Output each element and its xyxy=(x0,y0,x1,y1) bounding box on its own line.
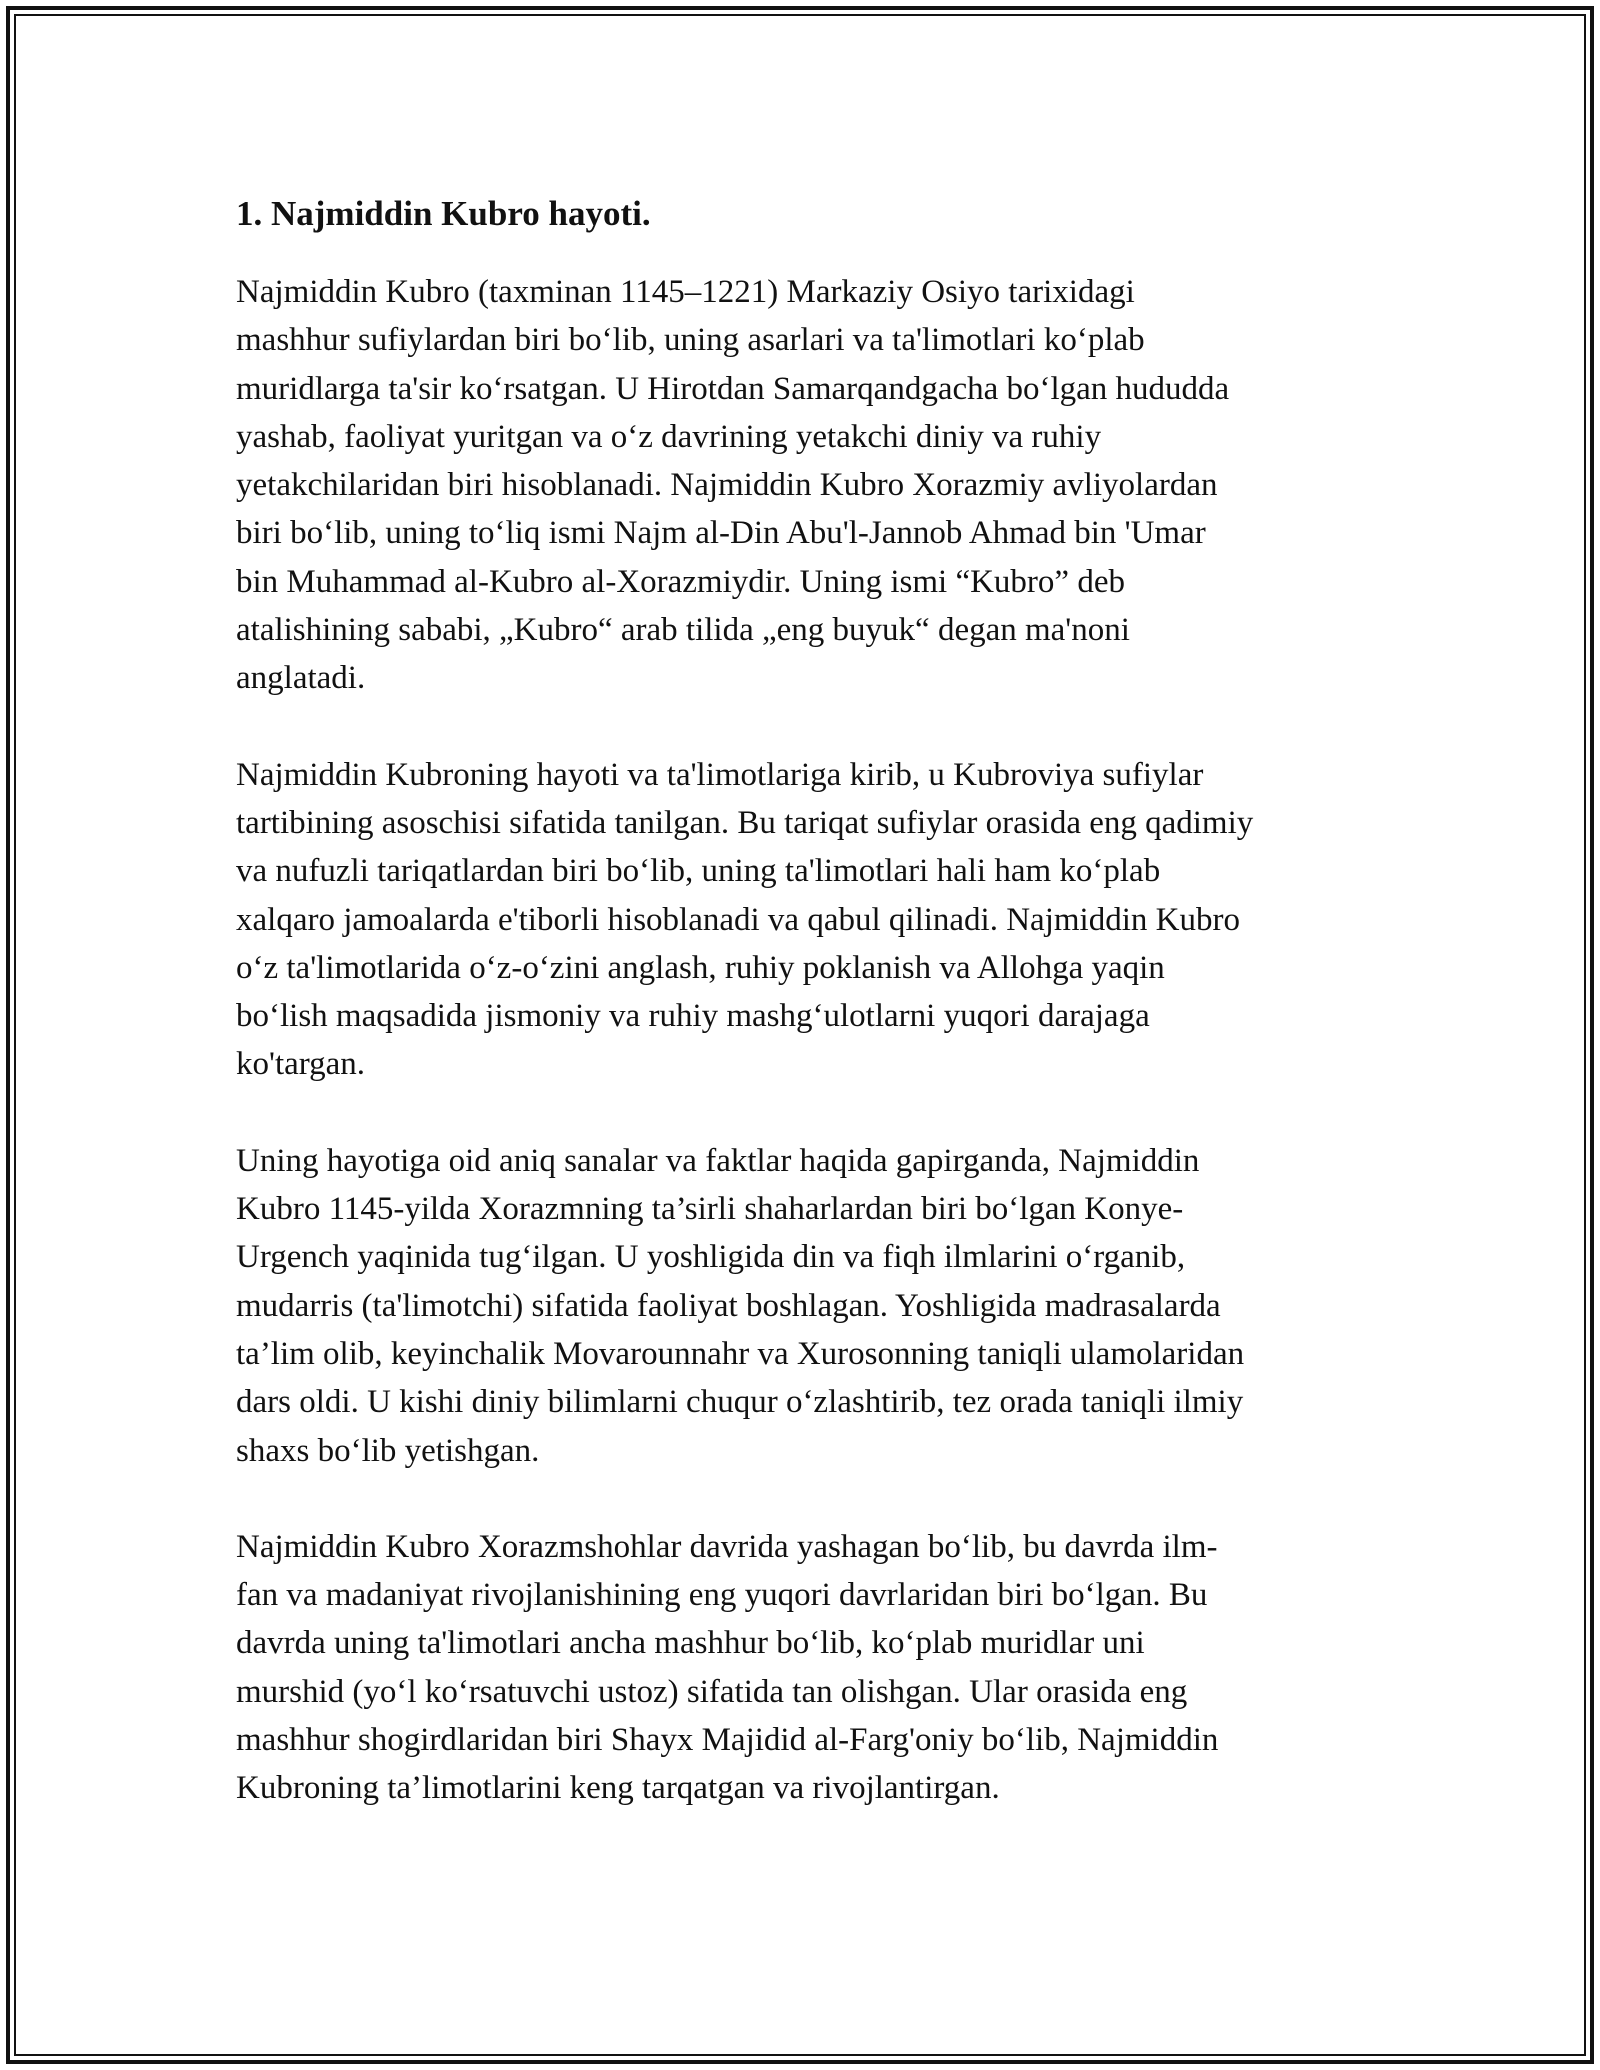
paragraph-3: Uning hayotiga oid aniq sanalar va faktlar haqida gapirganda, Najmiddin Kubro 1145-yilda Xorazmning ta’sirli shaharlardan biri boʻlgan Konye- Urgench yaqinida tugʻilgan. U yoshligida din va fiqh ilmlarini oʻrganib, mudarris (ta'limotchi) sifatida faoliyat boshlagan. Yoshligida madrasalarda ta’lim olib, keyinchalik Movarounnahr va Xurosonning taniqli ulamolaridan dars oldi. U kishi diniy bilimlarni chuqur oʻzlashtirib, tez orada taniqli ilmiy shaxs boʻlib yetishgan. xyxy=(236,1142,1245,1469)
paragraph-2: Najmiddin Kubroning hayoti va ta'limotlariga kirib, u Kubroviya sufiylar tartibining asoschisi sifatida tanilgan. Bu tariqat sufiylar orasida eng qadimiy va nufuzli tariqatlardan biri boʻlib, uning ta'limotlari hali ham koʻplab xalqaro jamoalarda e'tiborli hisoblanadi va qabul qilinadi. Najmiddin Kubro oʻz ta'limotlarida oʻz-oʻzini anglash, ruhiy poklanish va Allohga yaqin boʻlish maqsadida jismoniy va ruhiy mashgʻulotlarni yuqori darajaga ko'targan. xyxy=(236,756,1254,1083)
paragraph-4: Najmiddin Kubro Xorazmshohlar davrida yashagan boʻlib, bu davrda ilm- fan va madaniyat rivojlanishining eng yuqori davrlaridan biri boʻlgan. Bu davrda uning ta'limotlari ancha mashhur boʻlib, koʻplab muridlar uni murshid (yoʻl koʻrsatuvchi ustoz) sifatida tan olishgan. Ular orasida eng mashhur shogirdlaridan biri Shayx Majidid al-Farg'oniy boʻlib, Najmiddin Kubroning ta’limotlarini keng tarqatgan va rivojlantirgan. xyxy=(236,1528,1219,1807)
paragraph-1: Najmiddin Kubro (taxminan 1145–1221) Markaziy Osiyo tarixidagi mashhur sufiylardan biri boʻlib, uning asarlari va ta'limotlari koʻplab muridlarga ta'sir koʻrsatgan. U Hirotdan Samarqandgacha boʻlgan hududda yashab, faoliyat yuritgan va oʻz davrining yetakchi diniy va ruhiy yetakchilaridan biri hisoblanadi. Najmiddin Kubro Xorazmiy avliyolardan biri boʻlib, uning toʻliq ismi Najm al-Din Abu'l-Jannob Ahmad bin 'Umar bin Muhammad al-Kubro al-Xorazmiydir. Uning ismi “Kubro” deb atalishining sababi, „Kubro“ arab tilida „eng buyuk“ degan ma'noni anglatadi. xyxy=(236,274,1230,697)
section-heading: 1. Najmiddin Kubro hayoti. xyxy=(236,194,651,233)
document-body xyxy=(236,190,1376,1861)
